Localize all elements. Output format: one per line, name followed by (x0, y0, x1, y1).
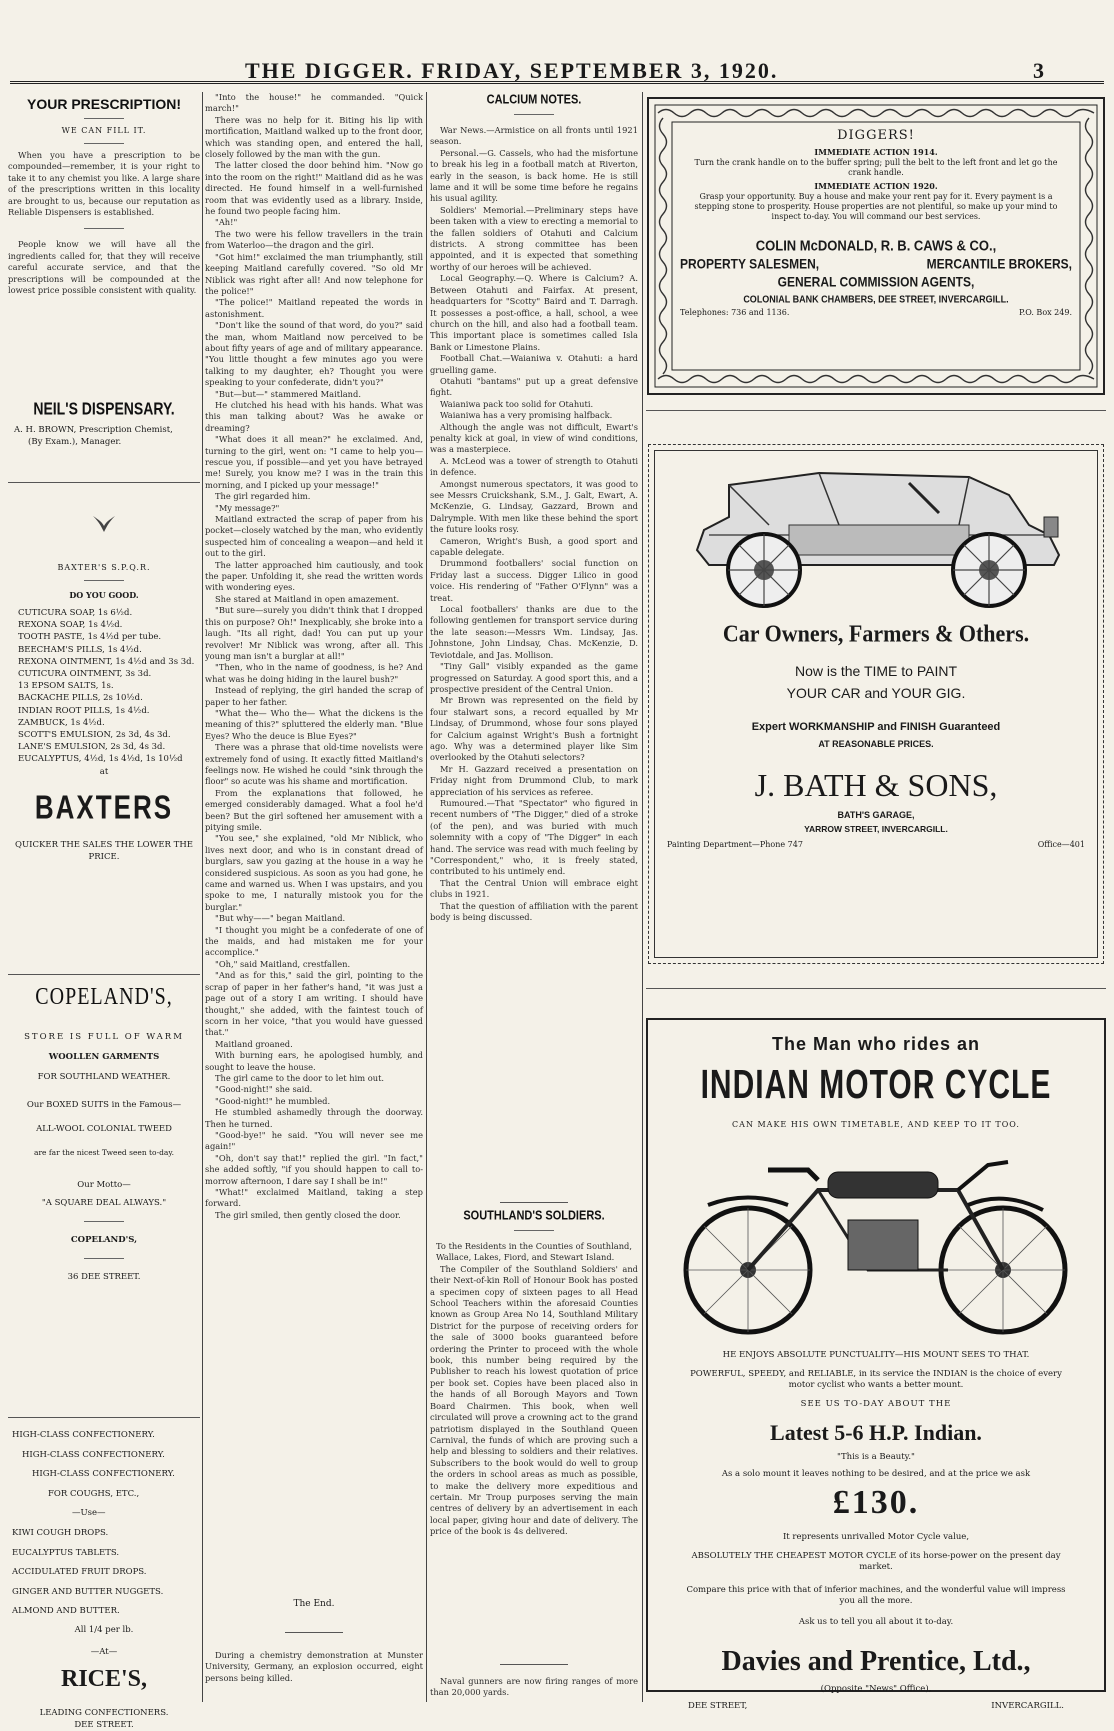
column-3 (430, 92, 638, 1704)
list-item: CUTICURA OINTMENT, 3s 3d. (18, 669, 152, 680)
list-item: SCOTT'S EMULSION, 2s 3d, 4s 3d. (18, 730, 171, 741)
rices-name: RICE'S, (60, 1665, 148, 1692)
story-end: The End. (293, 1599, 335, 1609)
list-item: REXONA OINTMENT, 1s 4½d and 3s 3d. (18, 656, 195, 667)
list-item: HIGH-CLASS CONFECTIONERY. (12, 1430, 155, 1440)
list-item: HIGH-CLASS CONFECTIONERY. (32, 1469, 175, 1480)
column-rule (642, 92, 643, 1702)
baxters-ad: BAXTER'S S.P.Q.R. DO YOU GOOD. CUTICURA SOAP, 1s 6½d. REXONA SOAP, 1s 4½d. TOOTH PASTE, 1s 4½d per tube. BEECHAM'S PILLS, 1s 4½d. REXONA OINTMENT, 1s 4½d and 3s 3d. CUTICURA OINTMENT, 3s 3d. 13 EPSOM SALTS, 1s. BACKACHE PILLS, 2s 10½d. INDIAN ROOT PILLS, 1s 4½d. ZAMBUCK, 1s 4½d. SCOTT'S EMULSION, 2s 3d, 4s 3d. LANE'S EMULSION, 2s 3d, 4s 3d. EUCALYPTUS, 4½d, 1s 4½d, 1s 10½d at BAXTERS QUICKER THE SALES THE LOWER THE PRICE. (8, 562, 200, 962)
indian-motor-cycle-ad: The Man who rides an INDIAN MOTOR CYCLE CAN MAKE HIS OWN TIMETABLE, AND KEEP TO IT TOO. HE ENJOYS ABSOLUTE PUNCTUALITY—HIS MOUNT SEES TO THAT. POWERFUL, SPEEDY, and RELIABLE, in its service the INDIAN is the choice of every motor cyclist who wants a better mount. SEE US TO-DAY ABOUT THE Latest 5-6 H.P. Indian. "This is a Beauty." As a solo mount it leaves nothing to be desired, and at the price we ask £130. It represents unrivalled Motor Cycle value, ABSOLUTELY THE CHEAPEST MOTOR CYCLE of its horse-power on the present day market. Compare this price with that of inferior machines, and the wonderful value will impress you all the more. Ask us to tell you all about it to-day. Davies and Prentice, Ltd., (Opposite "News" Office), DEE STREET, INVERCARGILL. (646, 1018, 1106, 1692)
colin-mcdonald-firm: COLIN McDONALD, R. B. CAWS & CO., (755, 236, 997, 255)
copelands-name: COPELAND'S, (35, 983, 173, 1011)
list-item: KIWI COUGH DROPS. (12, 1527, 109, 1538)
list-item: HIGH-CLASS CONFECTIONERY. (22, 1449, 165, 1460)
list-item: ALMOND AND BUTTER. (12, 1606, 120, 1617)
column-rule (426, 92, 427, 1702)
diggers-property-ad: DIGGERS! IMMEDIATE ACTION 1914. Turn the crank handle on to the buffer spring; pull the belt to the left front and let go the crank handle. IMMEDIATE ACTION 1920. Grasp your opportunity. Buy a house and make your rent pay for it. Every payment is a stepping stone to prosperity. House properties are not plentiful, so make up your mind to inspect to-day. You will command our best services. COLIN McDONALD, R. B. CAWS & CO., PROPERTY SALESMEN, MERCANTILE BROKERS, GENERAL COMMISSION AGENTS, COLONIAL BANK CHAMBERS, DEE STREET, INVERCARGILL. Telephones: 736 and 1136. P.O. Box 249. (646, 96, 1106, 396)
list-item: LANE'S EMULSION, 2s 3d, 4s 3d. (18, 742, 166, 753)
serial-story: "Into the house!" he commanded. "Quick march!" There was no help for it. Biting his lip with mortification, Maitland walked up to the front door, which was standing open, and entered the hall, closely followed by the man with the gun. The latter closed the door behind him. "Now go into the room on the right!" Maitland did as he was directed. He found himself in a well-furnished room that was evidently used as a library. Inside, he found two people facing him. "Ah!" The two were his fellow travellers in the train from Waterloo—the dragon and the girl. "Got him!" exclaimed the man triumphantly, still keeping Maitland carefully covered. "So old Mr Niblick was right after all! And now telephone for the police!" "The police!" Maitland repeated the words in astonishment. "Don't like the sound of that word, do you?" said the man, whom Maitland now perceived to be about fifty years of age and of military appearance. "You little thought a few minutes ago you were talking to my daughter, eh? Thought you were speaking to your confederate, didn't you?" "But—but—" stammered Maitland. He clutched his head with his hands. What was this man talking about? Was he awake or dreaming? "What does it all mean?" he exclaimed. And, turning to the girl, went on: "I came to help you—rescue you, if possible—and yet you have betrayed me! Surely, you know me? I was in the train this morning, and I picked up your message!" The girl regarded him. "My message?" Maitland extracted the scrap of paper from his pocket—closely watched by the man, who evidently suspected him of concealing a weapon—and held it out to the girl. The latter approached him cautiously, and took the paper. Unfolding it, she read the written words with wondering eyes. She stared at Maitland in open amazement. "But sure—surely you didn't think that I dropped this on purpose? Oh!" Inexplicably, she broke into a laugh. "Its all right, dad! You can put up your revolver! Mr Niblick was wrong, after all. This young man isn't a burglar at all!" "Then, who in the name of goodness, is he? And what was he doing hiding in the laurel bush?" Instead of replying, the girl handed the scrap of paper to her father. "What the— Who the— What the dickens is the meaning of this?" spluttered the elderly man. "Blue Eyes? Who the deuce is Blue Eyes?" There was a phrase that old-time novelists were extremely fond of using. It exactly fitted Maitland's feelings now. He wished he could "sink through the floor" so acute was his shame and mortification. From the explanations that followed, he emerged considerably damaged. What a fool he'd been? But the girl softened her amusement with a pitying smile. "You see," she explained, "old Mr Niblick, who lives next door, and who is in constant dread of burglars, saw you gazing at the house in a way he considered suspicious. As soon as you had gone, he came and warned us. When I was upstairs, and you spoke to me, I naturally mistook you for the burglar." "But why——" began Maitland. "I thought you might be a confederate of one of the maids, and had mistaken me for your accomplice." "Oh," said Maitland, crestfallen. "And as for this," said the girl, pointing to the scrap of paper in her father's hand, "it was just a page out of a story I am writing. I should have thought," she added, with the faintest touch of scorn in her voice, "that you would have guessed that." Maitland groaned. With burning ears, he apologised humbly, and sought to leave the house. The girl came to the door to let him out. "Good-night!" she said. "Good-night!" he mumbled. He stumbled ashamedly through the doorway. Then he turned. "Good-bye!" he said. "You will never see me again!" "Oh, don't say that!" replied the girl. "In fact," she added softly, "if you should happen to call to-morrow afternoon, I dare say I shall be in!" "What!" exclaimed Maitland, taking a step forward. The girl smiled, then gently closed the door. (205, 92, 423, 1220)
car-owners-headline: Car Owners, Farmers & Others. (722, 619, 1030, 648)
neils-dispensary-ad: NEIL'S DISPENSARY. A. H. BROWN, Prescription Chemist, (By Exam.), Manager. (8, 392, 200, 472)
southlands-soldiers (430, 1210, 638, 1650)
indian-motor-cycle-headline: INDIAN MOTOR CYCLE (700, 1063, 1052, 1108)
prescription-subtitle: WE CAN FILL IT. (61, 126, 147, 135)
prescription-text: When you have a prescription to be compounded—remember, it is your right to take it to any chemist you like. A large share of the prescriptions written in this locality are brought to us, because our reputation as Reliable Dispensers is established. (8, 150, 200, 218)
list-item: EUCALYPTUS TABLETS. (12, 1547, 120, 1558)
list-item: —Use— (72, 1508, 106, 1519)
list-item: ACCIDULATED FRUIT DROPS. (12, 1567, 147, 1578)
newspaper-title: THE DIGGER. FRIDAY, SEPTEMBER 3, 1920. (245, 58, 779, 83)
list-item: FOR COUGHS, ETC., (48, 1488, 140, 1499)
list-item: INDIAN ROOT PILLS, 1s 4½d. (18, 705, 150, 716)
bird-ornament-icon (8, 512, 200, 542)
calcium-notes-title: CALCIUM NOTES. (486, 92, 582, 108)
southlands-soldiers-text: To the Residents in the Counties of Southland, Wallace, Lakes, Fiord, and Stewart Island. The Compiler of the Southland Soldiers' and their Next-of-kin Roll of Honour Book has posted a specimen copy of sixteen pages to all Head School Teachers within the aforesaid Counties known as Group Area No 14, Southland Military District for the purpose of receiving orders for the sale of 3000 books guaranteed before ordering the Printer to proceed with the whole book, this number being required by the Publisher to reach his lowest quotation of price per book set. Copies have been placed also in the hands of all Borough Mayors and Town Board Chairmen. This book, when well circulated will prove a crowning act to the grand patriotism displayed in the Southland Queen Carnival, the funds of which are proving such a help and blessing to soldiers and their relatives. Subscribers to the book would do well to group the orders in school areas as much as possible, to make the delivery more expeditious and certain. Mr Troup purposes serving the main centres of delivery by an advertisement in each local paper, giving hour and date of delivery. The price of the book is 4s delivered. (430, 1241, 638, 1537)
southlands-soldiers-title: SOUTHLAND'S SOLDIERS. (463, 1208, 605, 1224)
list-item: TOOTH PASTE, 1s 4½d per tube. (18, 632, 162, 643)
naval-news-item: Naval gunners are now firing ranges of more than 20,000 yards. (430, 1676, 638, 1698)
calcium-notes (430, 94, 638, 1194)
list-item: BEECHAM'S PILLS, 1s 4½d. (18, 644, 142, 655)
diggers-title: DIGGERS! (837, 128, 915, 143)
baxters-price-list (8, 607, 200, 766)
copelands-ad: COPELAND'S, STORE IS FULL OF WARM WOOLLEN GARMENTS FOR SOUTHLAND WEATHER. Our BOXED SUITS in the Famous— ALL-WOOL COLONIAL TWEED are far the nicest Tweed seen to-day. Our Motto— "A SQUARE DEAL ALWAYS." COPELAND'S, 36 DEE STREET. (8, 980, 200, 1410)
neils-dispensary-title: NEIL'S DISPENSARY. (33, 398, 175, 418)
masthead (10, 58, 1104, 84)
davies-prentice-name: Davies and Prentice, Ltd., (721, 1646, 1031, 1677)
column-2 (205, 92, 423, 1704)
list-item: BACKACHE PILLS, 2s 10½d. (18, 693, 143, 704)
bath-and-sons-ad: Car Owners, Farmers & Others. Now is the TIME to PAINT YOUR CAR and YOUR GIG. Expert WORKMANSHIP and FINISH Guaranteed AT REASONABLE PRICES. J. BATH & SONS, BATH'S GARAGE, YARROW STREET, INVERCARGILL. Painting Department—Phone 747 Office—401 (648, 444, 1104, 964)
list-item: GINGER AND BUTTER NUGGETS. (12, 1586, 164, 1597)
prescription-text-2: People know we will have all the ingredients called for, that they will receive careful accurate service, and that the prescriptions will be compounded at the lowest price possible consistent with quality. (8, 239, 200, 296)
page-number: 3 (1033, 58, 1044, 83)
list-item: CUTICURA SOAP, 1s 6½d. (18, 608, 133, 618)
list-item: REXONA SOAP, 1s 4½d. (18, 620, 123, 631)
motorcycle-icon (668, 1150, 1088, 1340)
motorcycle-price: £130. (832, 1484, 920, 1521)
chemistry-news-item: During a chemistry demonstration at Munster University, Germany, an explosion occurred, eight persons being killed. (205, 1650, 423, 1683)
column-1 (8, 92, 200, 1730)
list-item: ZAMBUCK, 1s 4½d. (18, 717, 105, 728)
touring-car-icon (669, 455, 1083, 615)
rices-ad: HIGH-CLASS CONFECTIONERY. HIGH-CLASS CONFECTIONERY. HIGH-CLASS CONFECTIONERY. FOR COUGHS, ETC., —Use— KIWI COUGH DROPS. EUCALYPTUS TABLETS. ACCIDULATED FRUIT DROPS. GINGER AND BUTTER NUGGETS. ALMOND AND BUTTER. All 1/4 per lb. —At— RICE'S, LEADING CONFECTIONERS. DEE STREET. (8, 1426, 200, 1704)
rices-product-list (8, 1426, 200, 1622)
calcium-notes-text: War News.—Armistice on all fronts until 1921 season. Personal.—G. Cassels, who had the misfortune to break his leg in a football match at Riverton, early in the season, is back home. He is still lame and it will be some time before he regains his usual agility. Soldiers' Memorial.—Preliminary steps have been taken with a view to erecting a memorial to the fallen soldiers of Otahuti and Calcium districts. A strong committee has been appointed, and it is expected that something worthy of our heroes will be achieved. Local Geography.—Q. Where is Calcium? A. Between Otahuti and Fairfax. At present, headquarters for "Scotty" Baird and T. Darragh. It possesses a post-office, a hall, school, a wee church on the hill, and also had a football team. This important place is sometimes called Isla Bank or Limestone Plains. Football Chat.—Waianiwa v. Otahuti: a hard gruelling game. Otahuti "bantams" put up a great defensive fight. Waianiwa pack too solid for Otahuti. Waianiwa has a very promising halfback. Although the angle was not difficult, Ewart's penalty kick at goal, in view of wind conditions, was a masterpiece. A. McLeod was a tower of strength to Otahuti in defence. Amongst numerous spectators, it was good to see Messrs Cruickshank, S.M., J. Galt, Ewart, A. McKenzie, G. Lindsay, Gazzard, Brown and Dalrymple. With men like these behind the sport the future looks rosy. Cameron, Wright's Bush, a good sport and capable delegate. Drummond footballers' social function on Friday last a success. Digger Lilico in good voice. His rendering of "Father O'Flynn" was a treat. Local footballers' thanks are due to the following gentlemen for transport service during the late season:—Messrs Wm. Lindsay, Jas. Johnstone, John Lindsay, Chas. McKenzie, D. Teviotdale, and Jas. Mollison. "Tiny Gall" visibly expanded as the game progressed on Saturday. A good sport this, and a prospective president of the Central Union. Mr Brown was represented on the field by four stalwart sons, a record equalled by Mr Lindsay, of Drummond, whose four sons played for Calcium against Wright's Bush a fortnight ago. Why was a determined player like Sim overlooked by the Otahuti selectors? Mr H. Gazzard received a presentation on Friday night from Drummond Club, to mark appreciation of his services as referee. Rumoured.—That "Spectator" who figured in recent numbers of "The Digger," died of a stroke (of the pen), and was buried with much solemnity with a copy of "The Digger" in each hand. The service was read with much feeling by "Correspondent," who, it is freely stated, contributed to his untimely end. That the Central Union will embrace eight clubs in 1921. That the question of affiliation with the parent body is being discussed. (430, 125, 638, 923)
prescription-ad (8, 94, 200, 384)
baxters-name: BAXTERS (34, 786, 174, 826)
list-item: 13 EPSOM SALTS, 1s. (18, 681, 114, 692)
latest-indian-model: Latest 5-6 H.P. Indian. (770, 1420, 982, 1445)
bath-sons-name: J. BATH & SONS, (754, 767, 998, 803)
list-item: EUCALYPTUS, 4½d, 1s 4½d, 1s 10½d (18, 754, 183, 765)
column-rule (202, 92, 203, 1702)
column-4 (646, 92, 1106, 1711)
prescription-title: YOUR PRESCRIPTION! (26, 96, 181, 112)
